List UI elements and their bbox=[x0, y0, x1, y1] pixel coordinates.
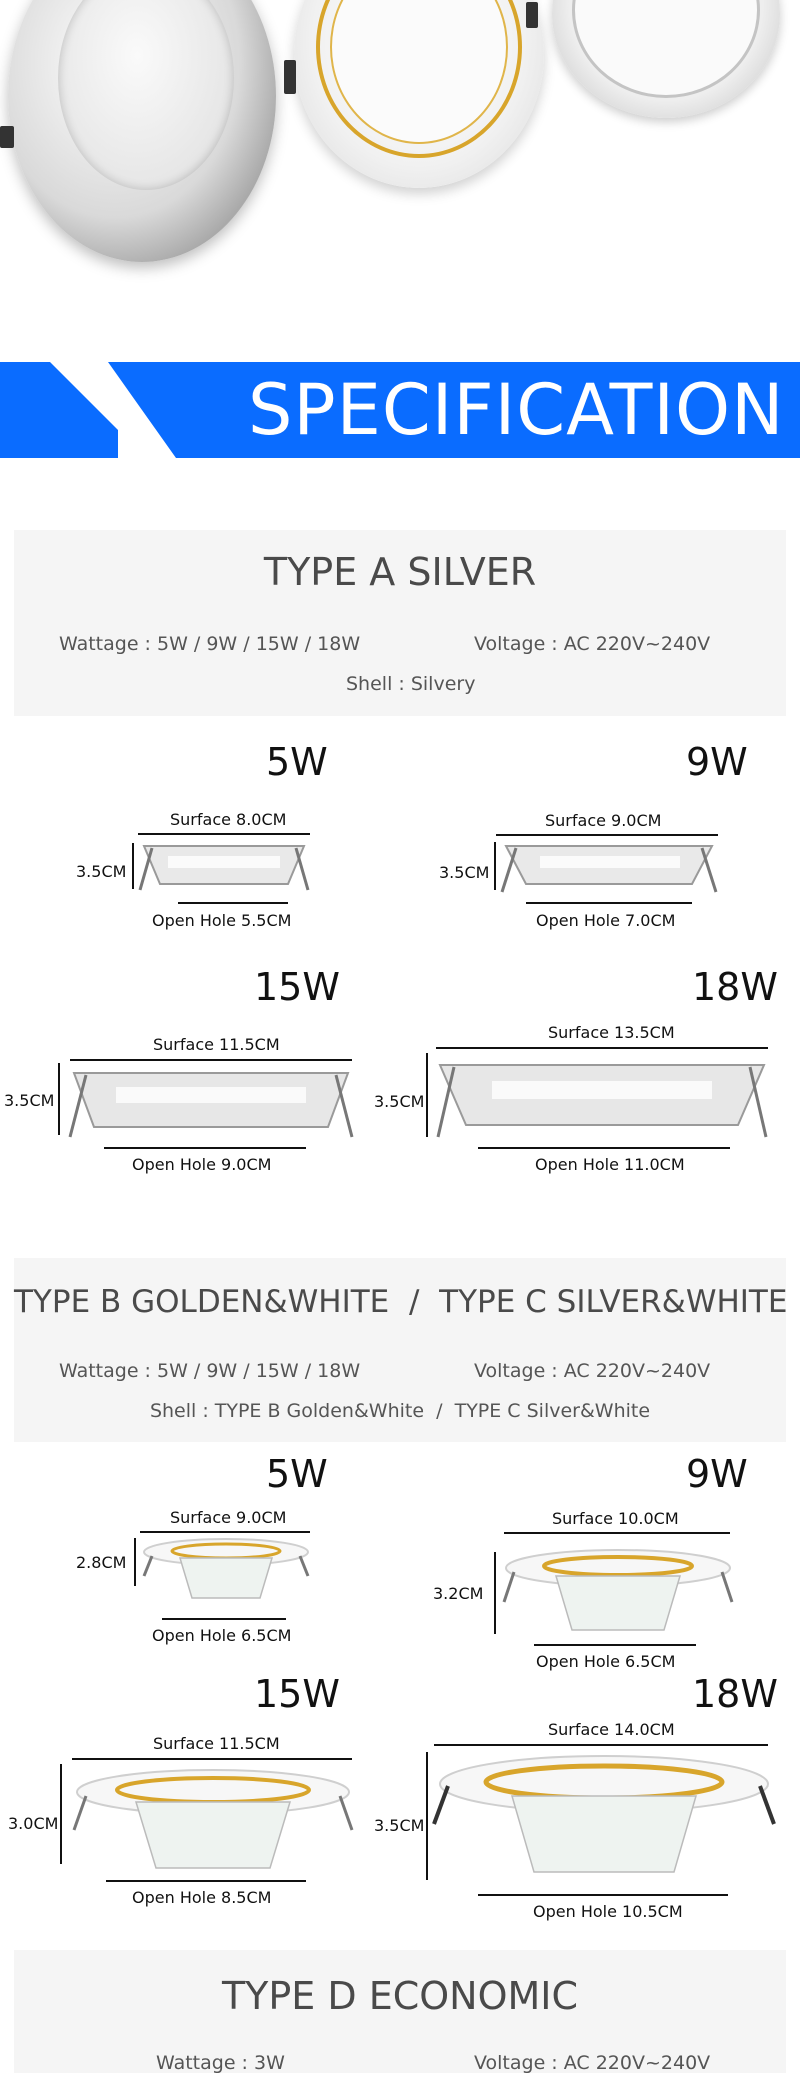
surface-label: Surface 8.0CM bbox=[170, 810, 287, 829]
type-d-wattage: Wattage : 3W bbox=[156, 2052, 285, 2073]
banner-title: SPECIFICATION bbox=[248, 369, 785, 451]
hole-label: Open Hole 5.5CM bbox=[152, 911, 292, 930]
type-d-title: TYPE D ECONOMIC bbox=[221, 1974, 579, 2018]
watt-label: 15W bbox=[254, 965, 340, 1009]
type-bc-wattage: Wattage : 5W / 9W / 15W / 18W bbox=[59, 1360, 361, 1382]
surface-label: Surface 10.0CM bbox=[552, 1509, 679, 1528]
hole-label: Open Hole 8.5CM bbox=[132, 1888, 272, 1907]
type-a-5w-diagram bbox=[0, 740, 400, 940]
type-a-panel bbox=[14, 530, 786, 716]
silver-downlight-side-icon bbox=[500, 840, 718, 896]
silver-white-downlight-image bbox=[552, 0, 780, 118]
silver-downlight-side-icon bbox=[432, 1053, 772, 1143]
product-photo bbox=[0, 0, 800, 300]
watt-label: 5W bbox=[266, 740, 328, 784]
type-bc-15w-diagram bbox=[0, 1672, 400, 1912]
type-bc-title: TYPE B GOLDEN&WHITE / TYPE C SILVER&WHITE bbox=[14, 1284, 788, 1320]
surface-label: Surface 9.0CM bbox=[545, 811, 662, 830]
hole-label: Open Hole 9.0CM bbox=[132, 1155, 272, 1174]
height-label: 3.5CM bbox=[374, 1092, 425, 1111]
height-label: 3.0CM bbox=[8, 1814, 59, 1833]
type-d-panel bbox=[14, 1950, 786, 2073]
type-a-wattage: Wattage : 5W / 9W / 15W / 18W bbox=[59, 633, 361, 655]
surface-label: Surface 9.0CM bbox=[170, 1508, 287, 1527]
golden-downlight-side-icon bbox=[140, 1536, 312, 1608]
golden-downlight-image bbox=[294, 0, 544, 188]
surface-label: Surface 11.5CM bbox=[153, 1734, 280, 1753]
hole-label: Open Hole 6.5CM bbox=[536, 1652, 676, 1671]
type-a-voltage: Voltage : AC 220V~240V bbox=[474, 633, 711, 655]
golden-downlight-side-icon bbox=[70, 1766, 356, 1878]
silver-downlight-image bbox=[8, 0, 276, 262]
type-bc-shell: Shell : TYPE B Golden&White / TYPE C Silver&White bbox=[149, 1400, 651, 1422]
type-bc-18w-diagram bbox=[374, 1672, 800, 1922]
type-a-shell: Shell : Silvery bbox=[346, 673, 476, 695]
type-bc-panel bbox=[14, 1258, 786, 1442]
hole-label: Open Hole 11.0CM bbox=[535, 1155, 685, 1174]
watt-label: 18W bbox=[692, 965, 778, 1009]
type-a-18w-diagram bbox=[374, 965, 800, 1185]
type-d-voltage: Voltage : AC 220V~240V bbox=[474, 2052, 711, 2073]
watt-label: 9W bbox=[686, 1452, 748, 1496]
height-label: 3.5CM bbox=[439, 863, 490, 882]
watt-label: 15W bbox=[254, 1672, 340, 1716]
hole-label: Open Hole 7.0CM bbox=[536, 911, 676, 930]
height-label: 3.5CM bbox=[76, 862, 127, 881]
height-label: 2.8CM bbox=[76, 1553, 127, 1572]
surface-label: Surface 13.5CM bbox=[548, 1023, 675, 1042]
hole-label: Open Hole 10.5CM bbox=[533, 1902, 683, 1921]
surface-label: Surface 11.5CM bbox=[153, 1035, 280, 1054]
type-bc-5w-diagram bbox=[0, 1452, 400, 1652]
watt-label: 18W bbox=[692, 1672, 778, 1716]
specification-banner bbox=[0, 362, 800, 458]
watt-label: 9W bbox=[686, 740, 748, 784]
type-bc-9w-diagram bbox=[400, 1452, 800, 1682]
golden-downlight-side-icon bbox=[500, 1546, 736, 1640]
type-a-15w-diagram bbox=[0, 965, 400, 1185]
height-label: 3.2CM bbox=[433, 1584, 484, 1603]
surface-label: Surface 14.0CM bbox=[548, 1720, 675, 1739]
silver-downlight-side-icon bbox=[138, 840, 310, 896]
silver-downlight-side-icon bbox=[66, 1063, 356, 1143]
watt-label: 5W bbox=[266, 1452, 328, 1496]
type-a-9w-diagram bbox=[400, 740, 800, 940]
height-label: 3.5CM bbox=[374, 1816, 425, 1835]
height-label: 3.5CM bbox=[4, 1091, 55, 1110]
hole-label: Open Hole 6.5CM bbox=[152, 1626, 292, 1645]
golden-downlight-side-icon bbox=[430, 1750, 778, 1880]
type-bc-voltage: Voltage : AC 220V~240V bbox=[474, 1360, 711, 1382]
type-a-title: TYPE A SILVER bbox=[263, 550, 537, 594]
